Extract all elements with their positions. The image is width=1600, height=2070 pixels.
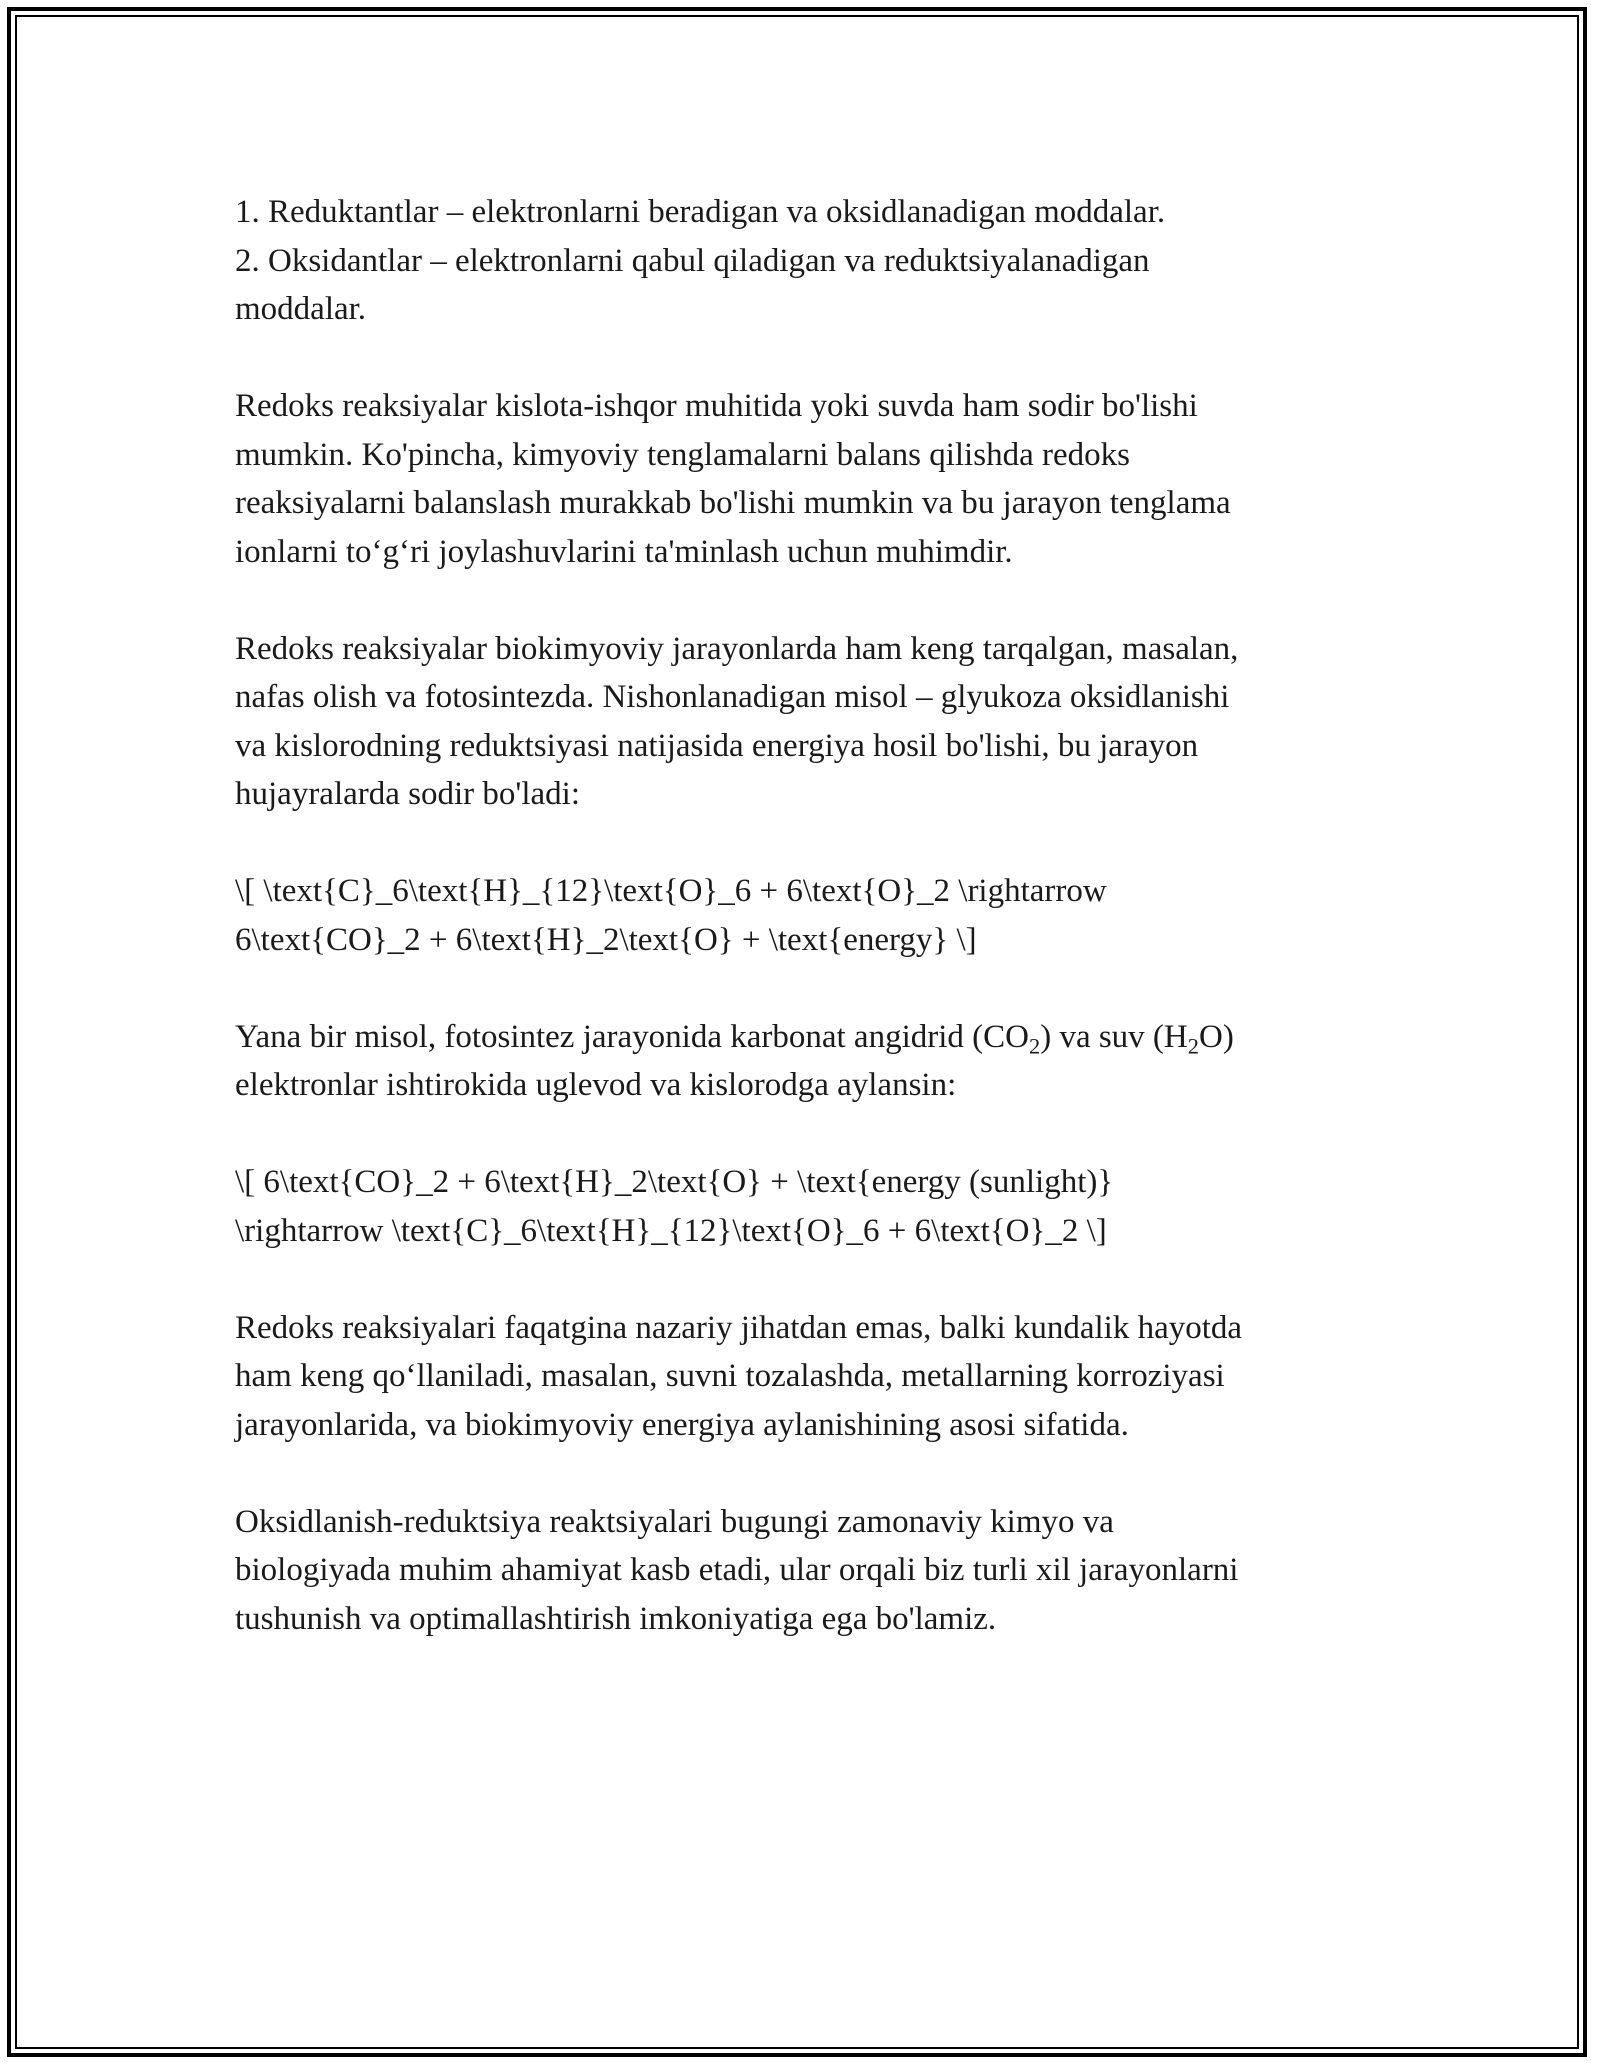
paragraph-line: Oksidlanish-reduktsiya reaktsiyalari bugungi zamonaviy kimyo va (235, 1503, 1114, 1540)
list-item-oxidants: 2. Oksidantlar – elektronlarni qabul qiladigan va reduktsiyalanadigan (235, 242, 1150, 279)
definition-list (235, 188, 1365, 334)
paragraph-biochemistry (235, 625, 1365, 819)
paragraph-line: mumkin. Ko'pincha, kimyoviy tenglamalarni balans qilishda redoks (235, 436, 1130, 473)
paragraph-line: hujayralarda sodir bo'ladi: (235, 776, 581, 812)
equation-respiration (235, 867, 1365, 964)
equation-line: \rightarrow \text{C}_6\text{H}_{12}\text{O}_6 + 6\text{O}_2 \] (235, 1212, 1107, 1249)
paragraph-line: jarayonlarida, va biokimyoviy energiya aylanishining asosi sifatida. (235, 1406, 1129, 1443)
list-item-oxidants-continued: moddalar. (235, 291, 367, 327)
paragraph-applications (235, 1304, 1365, 1450)
paragraph-line: ham keng qo‘llaniladi, masalan, suvni tozalashda, metallarning korroziyasi (235, 1358, 1225, 1394)
paragraph-conclusion (235, 1498, 1365, 1644)
document-body (235, 188, 1365, 1692)
paragraph-line: Redoks reaksiyalar kislota-ishqor muhitida yoki suvda ham sodir bo'lishi (235, 388, 1198, 424)
text-run: Yana bir misol, fotosintez jarayonida karbonat angidrid (CO (235, 1018, 1029, 1055)
paragraph-line: reaksiyalarni balanslash murakkab bo'lishi mumkin va bu jarayon tenglama (235, 485, 1231, 521)
paragraph-line: Redoks reaksiyalari faqatgina nazariy jihatdan emas, balki kundalik hayotda (235, 1309, 1243, 1346)
paragraph-line: elektronlar ishtirokida uglevod va kislorodga aylansin: (235, 1067, 957, 1103)
paragraph-line: tushunish va optimallashtirish imkoniyatiga ega bo'lamiz. (235, 1600, 997, 1637)
subscript: 2 (1187, 1033, 1199, 1059)
paragraph-line-formulas (235, 1013, 1365, 1062)
subscript: 2 (1028, 1033, 1041, 1059)
text-run: O) (1198, 1018, 1234, 1055)
equation-photosynthesis (235, 1158, 1365, 1255)
paragraph-line: biologiyada muhim ahamiyat kasb etadi, ular orqali biz turli xil jarayonlarni (235, 1552, 1239, 1588)
paragraph-line: va kislorodning reduktsiyasi natijasida energiya hosil bo'lishi, bu jarayon (235, 727, 1199, 764)
text-run: ) va suv (H (1040, 1018, 1188, 1055)
equation-line: \[ \text{C}_6\text{H}_{12}\text{O}_6 + 6\text{O}_2 \rightarrow (235, 873, 1107, 909)
paragraph-photosynthesis (235, 1013, 1365, 1110)
equation-line: \[ 6\text{CO}_2 + 6\text{H}_2\text{O} + \text{energy (sunlight)} (235, 1164, 1114, 1200)
paragraph-line: ionlarni to‘g‘ri joylashuvlarini ta'minlash uchun muhimdir. (235, 533, 1013, 570)
paragraph-line: nafas olish va fotosintezda. Nishonlanadigan misol – glyukoza oksidlanishi (235, 679, 1230, 715)
paragraph-line: Redoks reaksiyalar biokimyoviy jarayonlarda ham keng tarqalgan, masalan, (235, 630, 1239, 667)
equation-line: 6\text{CO}_2 + 6\text{H}_2\text{O} + \text{energy} \] (235, 921, 977, 958)
list-item-reductants: 1. Reduktantlar – elektronlarni beradigan va oksidlanadigan moddalar. (235, 194, 1166, 230)
paragraph-acid-base (235, 382, 1365, 576)
